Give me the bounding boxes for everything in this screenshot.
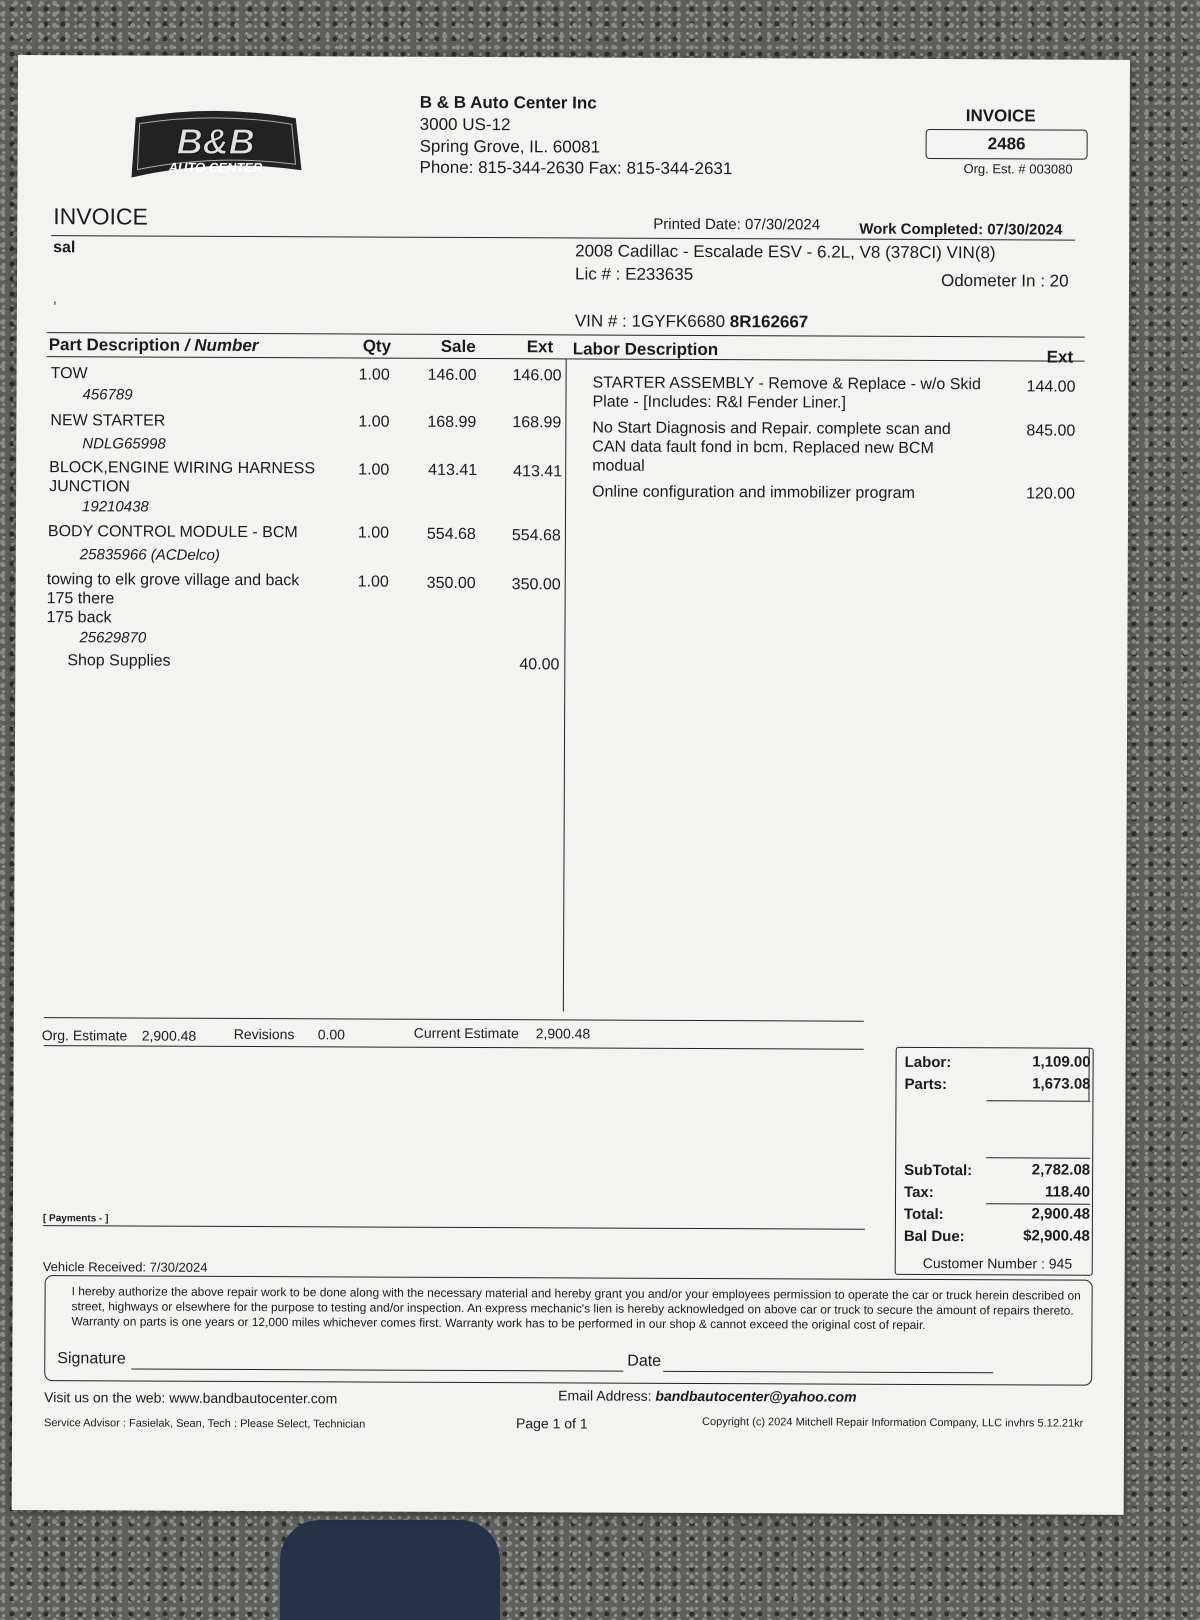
labor-ext: 120.00 [1026, 485, 1076, 503]
printed-date: Printed Date: 07/30/2024 [653, 215, 821, 234]
logo-text-top: B&B [176, 120, 255, 163]
part-sale: 146.00 [427, 366, 477, 385]
shop-supplies-label: Shop Supplies [67, 652, 171, 670]
shop-supplies-ext: 40.00 [519, 656, 560, 674]
tax-value: 118.40 [1044, 1183, 1091, 1201]
customer-address-comma: , [52, 290, 57, 307]
qty-header: Qty [362, 336, 392, 356]
part-desc-header-label: Part Description [48, 335, 181, 355]
company-name: B & B Auto Center Inc [419, 92, 597, 113]
part-qty: 1.00 [358, 366, 390, 384]
signature-line[interactable] [131, 1369, 623, 1372]
license-plate: Lic # : E233635 [575, 264, 694, 284]
logo-text-bottom: AUTO CENTER [168, 159, 263, 176]
part-ext: 554.68 [511, 527, 561, 545]
part-number: 25629870 [79, 629, 147, 647]
labor-total-value: 1,109.00 [1032, 1053, 1091, 1071]
part-sale: 350.00 [426, 574, 476, 593]
date-label: Date [627, 1352, 662, 1370]
payments-label: [ Payments - ] [42, 1213, 109, 1225]
part-qty: 1.00 [358, 461, 390, 479]
part-qty: 1.00 [357, 573, 389, 591]
vehicle-description: 2008 Cadillac - Escalade ESV - 6.2L, V8 (378CI) VIN(8) [575, 241, 996, 263]
background-shoe [280, 1520, 500, 1620]
work-completed: Work Completed: 07/30/2024 [859, 220, 1063, 239]
part-sale: 554.68 [426, 525, 476, 544]
customer-number: Customer Number : 945 [922, 1254, 1073, 1272]
part-number: 456789 [82, 386, 133, 404]
part-number: 19210438 [81, 498, 149, 516]
part-desc: BODY CONTROL MODULE - BCM [47, 523, 298, 542]
table-divider [563, 359, 567, 1011]
part-desc: towing to elk grove village and back [46, 571, 300, 590]
part-desc: NEW STARTER [50, 412, 166, 430]
company-address2: Spring Grove, IL. 60081 [419, 136, 601, 157]
part-description-header [49, 335, 259, 356]
email-address[interactable]: bandbautocenter@yahoo.com [655, 1387, 857, 1405]
part-desc-line2: JUNCTION [49, 478, 131, 496]
sale-header: Sale [440, 336, 476, 356]
signature-label: Signature [57, 1350, 126, 1368]
vehicle-received: Vehicle Received: 7/30/2024 [42, 1259, 208, 1275]
labor-total-label: Labor: [904, 1053, 952, 1072]
footer-page: Page 1 of 1 [516, 1415, 588, 1432]
org-estimate-value: 2,900.48 [141, 1027, 197, 1044]
labor-ext: 144.00 [1026, 378, 1076, 396]
payments-rule [43, 1225, 865, 1230]
labor-desc: STARTER ASSEMBLY - Remove & Replace - w/o Skid Plate - [Includes: R&I Fender Liner.] [592, 374, 981, 412]
org-estimate-number: Org. Est. # 003080 [963, 161, 1073, 177]
footer-email [558, 1387, 856, 1404]
vin-prefix: VIN # : 1GYFK6680 [574, 311, 726, 332]
total-label: Total: [903, 1205, 944, 1224]
invoice-box-label: INVOICE [965, 106, 1036, 126]
vin-number [575, 311, 809, 332]
balance-due-label: Bal Due: [903, 1227, 965, 1246]
estimate-top-rule [44, 1017, 864, 1022]
part-desc: BLOCK,ENGINE WIRING HARNESS [49, 459, 316, 478]
total-value: 2,900.48 [1031, 1205, 1090, 1223]
labor-ext: 845.00 [1026, 422, 1076, 440]
parts-total-value: 1,673.08 [1032, 1075, 1091, 1093]
parts-total-label: Parts: [904, 1075, 948, 1094]
company-phone: Phone: 815-344-2630 Fax: 815-344-2631 [419, 157, 733, 179]
subtotal-rule [986, 1157, 1090, 1158]
authorization-text: I hereby authorize the above repair work to be done along with the necessary material and hereby grant you and/or your employees permission to operate the car or truck herein described on street, highways or elsewhere for the purpose to testing and/or inspection. An express mechanic's lien is hereby acknowledged on above car or truck to secure the amount of repairs thereto. Warranty on parts is one years or 12,000 miles whichever comes first. Warranty work has to be performed in our shop & cannot exceed the original cost of repair. [71, 1284, 1081, 1332]
part-qty: 1.00 [358, 413, 390, 431]
org-estimate-label: Org. Estimate [41, 1027, 128, 1044]
part-desc-line3: 175 back [46, 609, 112, 627]
part-sale: 413.41 [428, 461, 478, 480]
revisions-label: Revisions [233, 1025, 295, 1043]
email-label: Email Address: [558, 1387, 652, 1404]
estimate-bottom-rule [44, 1045, 864, 1050]
part-ext: 350.00 [511, 576, 561, 594]
authorization-box [44, 1275, 1092, 1386]
part-number: 25835966 (ACDelco) [79, 546, 220, 564]
part-ext: 146.00 [512, 367, 562, 385]
company-address1: 3000 US-12 [419, 114, 511, 135]
part-number-header-label: / Number [180, 335, 259, 356]
totals-right-rule [1088, 1049, 1089, 1101]
invoice-title: INVOICE [53, 203, 148, 230]
balance-due-value: $2,900.48 [1023, 1227, 1090, 1245]
odometer-in: Odometer In : 20 [940, 271, 1069, 291]
footer-web: Visit us on the web: www.bandbautocenter.com [44, 1389, 338, 1407]
labor-desc: No Start Diagnosis and Repair. complete scan and CAN data fault fond in bcm. Replaced new BCM modual [592, 419, 951, 475]
tax-label: Tax: [904, 1183, 934, 1202]
labor-desc: Online configuration and immobilizer program [592, 483, 915, 502]
part-ext: 168.99 [512, 414, 562, 432]
bb-logo [125, 107, 305, 188]
part-desc: TOW [50, 365, 88, 383]
invoice-paper [12, 55, 1130, 1515]
parts-underline [986, 1100, 1090, 1101]
subtotal-value: 2,782.08 [1031, 1161, 1091, 1179]
subtotal-label: SubTotal: [904, 1161, 973, 1180]
invoice-number-box: 2486 [926, 129, 1088, 160]
customer-name: sal [53, 239, 76, 257]
labor-description-header: Labor Description [572, 339, 719, 360]
part-number: NDLG65998 [82, 435, 166, 453]
part-desc-line2: 175 there [46, 590, 115, 608]
ext-header: Ext [526, 337, 554, 357]
current-estimate-value: 2,900.48 [535, 1025, 591, 1042]
current-estimate-label: Current Estimate [413, 1024, 519, 1042]
date-line[interactable] [663, 1371, 993, 1373]
footer-copyright: Copyright (c) 2024 Mitchell Repair Information Company, LLC invhrs 5.12.21kr [702, 1415, 1084, 1430]
revisions-value: 0.00 [317, 1026, 346, 1043]
part-ext: 413.41 [513, 463, 563, 481]
footer-advisor: Service Advisor : Fasielak, Sean, Tech : Please Select, Technician [44, 1417, 366, 1431]
part-sale: 168.99 [427, 413, 477, 432]
part-qty: 1.00 [357, 524, 390, 542]
labor-ext-header: Ext [1046, 347, 1074, 367]
totals-box [895, 1047, 1094, 1276]
vin-suffix: 8R162667 [729, 312, 809, 332]
